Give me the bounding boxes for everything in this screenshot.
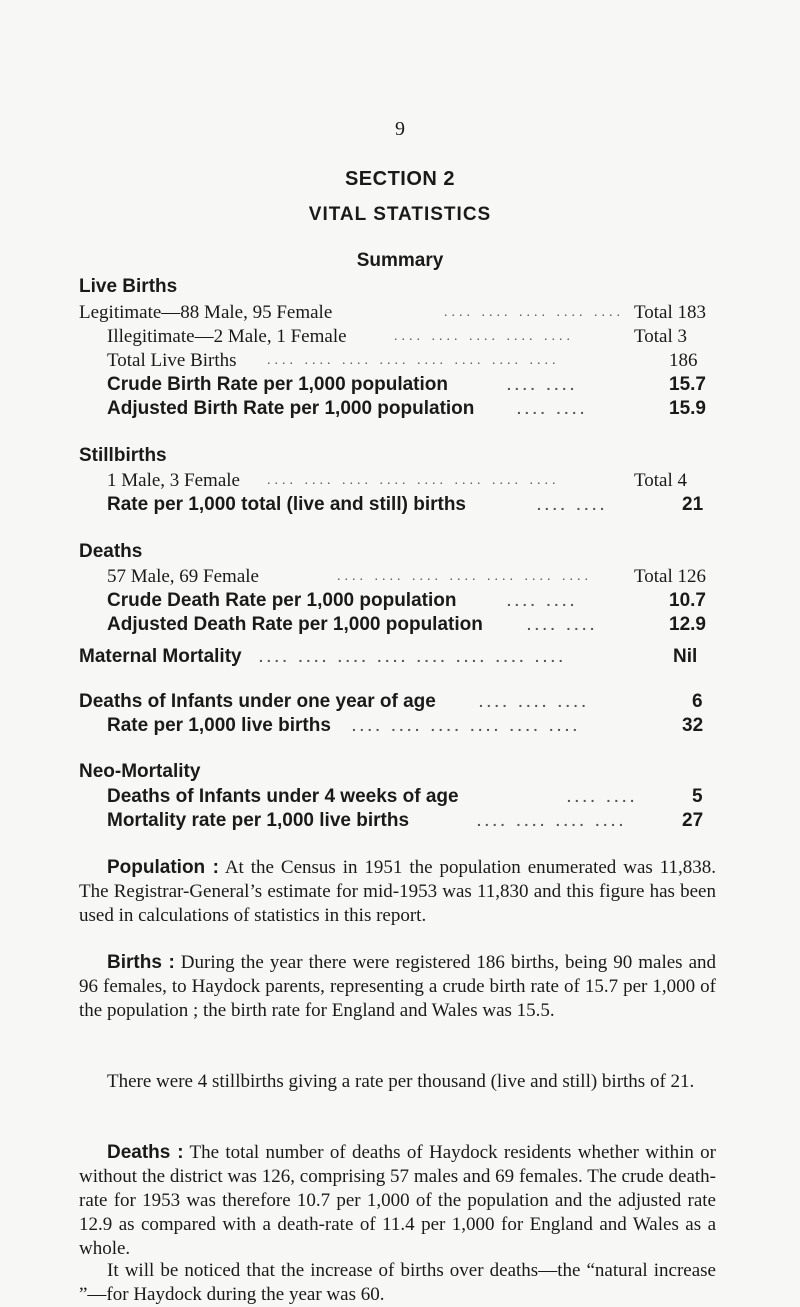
- stillbirths-heading: Stillbirths: [79, 445, 167, 466]
- live-births-legitimate-row: [79, 301, 719, 325]
- row-label: Illegitimate—2 Male, 1 Female: [107, 326, 347, 347]
- deaths-text: The total number of deaths of Haydock residents whether within or without the district was 126, comprising 57 males and 69 females. The crude death-rate for 1953 was therefore 10.7 per 1,000 of the population and the adjusted rate 12.9 as compared with a death-rate of 11.4 per 1,000 for England and Wales as a whole.: [79, 1142, 717, 1259]
- section-title: SECTION 2: [344, 168, 456, 190]
- births-paragraph: [79, 951, 716, 1023]
- neo-mortality-heading: Neo-Mortality: [79, 761, 201, 782]
- row-value: 21: [682, 494, 704, 515]
- row-value: 27: [682, 810, 704, 831]
- row-label: Adjusted Birth Rate per 1,000 population: [107, 398, 475, 419]
- stillbirths-paragraph: There were 4 stillbirths giving a rate per thousand (live and still) births of 21.: [107, 1071, 695, 1092]
- leader-dots: .... .... .... .... .... .... .... ....: [259, 649, 567, 665]
- births-lead: Births :: [107, 952, 175, 973]
- stillbirth-rate-row: [107, 493, 719, 517]
- adjusted-birth-rate-row: [107, 397, 719, 421]
- vital-statistics-title: VITAL STATISTICS: [308, 204, 492, 225]
- row-value: 15.7: [669, 374, 706, 395]
- leader-dots: .... .... .... .... .... .... .... ....: [267, 353, 560, 368]
- neonatal-rate-row: [107, 809, 719, 833]
- row-label: Rate per 1,000 total (live and still) births: [107, 494, 466, 515]
- row-value: Total 183: [634, 302, 707, 323]
- leader-dots: .... .... .... .... ....: [444, 305, 624, 320]
- leader-dots: .... .... .... .... .... .... ....: [337, 569, 592, 584]
- births-text: During the year there were registered 186 births, being 90 males and 96 females, to Haydock parents, representing a crude birth rate of 15.7 per 1,000 of the population ; the birth rate for England and Wales was 15.5.: [79, 952, 716, 1021]
- leader-dots: .... ....: [567, 789, 639, 805]
- maternal-mortality-row: [79, 645, 719, 669]
- row-value: 12.9: [669, 614, 706, 635]
- leader-dots: .... ....: [537, 497, 609, 513]
- row-value: 10.7: [669, 590, 706, 611]
- row-label: Deaths of Infants under 4 weeks of age: [107, 786, 459, 807]
- leader-dots: .... .... ....: [479, 694, 590, 710]
- row-value: 15.9: [669, 398, 706, 419]
- row-label: Deaths of Infants under one year of age: [79, 691, 436, 712]
- leader-dots: .... ....: [507, 593, 579, 609]
- leader-dots: .... .... .... .... .... ....: [352, 718, 581, 734]
- page-number: 9: [395, 118, 405, 140]
- leader-dots: .... .... .... .... .... .... .... ....: [267, 473, 560, 488]
- deaths-paragraph: [79, 1141, 716, 1261]
- crude-birth-rate-row: [107, 373, 719, 397]
- population-text: At the Census in 1951 the population enumerated was 11,838. The Registrar-General’s estimate for mid-1953 was 11,830 and this figure has been used in calculations of statistics in this report.: [79, 857, 717, 926]
- row-value: 5: [692, 786, 703, 807]
- row-label: Total Live Births: [107, 350, 237, 371]
- row-label: Maternal Mortality: [79, 646, 242, 667]
- row-value: Total 4: [634, 470, 688, 491]
- row-label: Legitimate—88 Male, 95 Female: [79, 302, 333, 323]
- row-value: 186: [669, 350, 698, 371]
- deaths-heading: Deaths: [79, 541, 143, 562]
- natural-increase-paragraph: It will be noticed that the increase of births over deaths—the “natural increase ”—for Haydock during the year was 60.: [79, 1260, 716, 1305]
- row-label: Rate per 1,000 live births: [107, 715, 331, 736]
- deaths-lead: Deaths :: [107, 1142, 184, 1163]
- row-label: 57 Male, 69 Female: [107, 566, 259, 587]
- row-label: Crude Death Rate per 1,000 population: [107, 590, 457, 611]
- leader-dots: .... ....: [527, 617, 599, 633]
- row-label: Adjusted Death Rate per 1,000 population: [107, 614, 483, 635]
- row-value: Total 3: [634, 326, 688, 347]
- infant-rate-row: [107, 714, 719, 738]
- leader-dots: .... ....: [517, 401, 589, 417]
- leader-dots: .... .... .... ....: [477, 813, 627, 829]
- row-label: 1 Male, 3 Female: [107, 470, 240, 491]
- population-lead: Population :: [107, 857, 219, 878]
- row-label: Crude Birth Rate per 1,000 population: [107, 374, 448, 395]
- crude-death-rate-row: [107, 589, 719, 613]
- stillbirths-count-row: [107, 469, 719, 493]
- leader-dots: .... ....: [507, 377, 579, 393]
- adjusted-death-rate-row: [107, 613, 719, 637]
- infant-deaths-row: [79, 690, 719, 714]
- summary-title: Summary: [356, 250, 444, 271]
- row-value: 32: [682, 715, 704, 736]
- deaths-count-row: [107, 565, 719, 589]
- leader-dots: .... .... .... .... ....: [394, 329, 574, 344]
- live-births-illegitimate-row: [107, 325, 719, 349]
- row-label: Mortality rate per 1,000 live births: [107, 810, 410, 831]
- total-live-births-row: [107, 349, 719, 373]
- row-value: Total 126: [634, 566, 707, 587]
- live-births-heading: Live Births: [79, 276, 178, 297]
- row-value: 6: [692, 691, 703, 712]
- neonatal-deaths-row: [107, 785, 719, 809]
- row-value: Nil: [673, 646, 698, 667]
- population-paragraph: [79, 856, 716, 928]
